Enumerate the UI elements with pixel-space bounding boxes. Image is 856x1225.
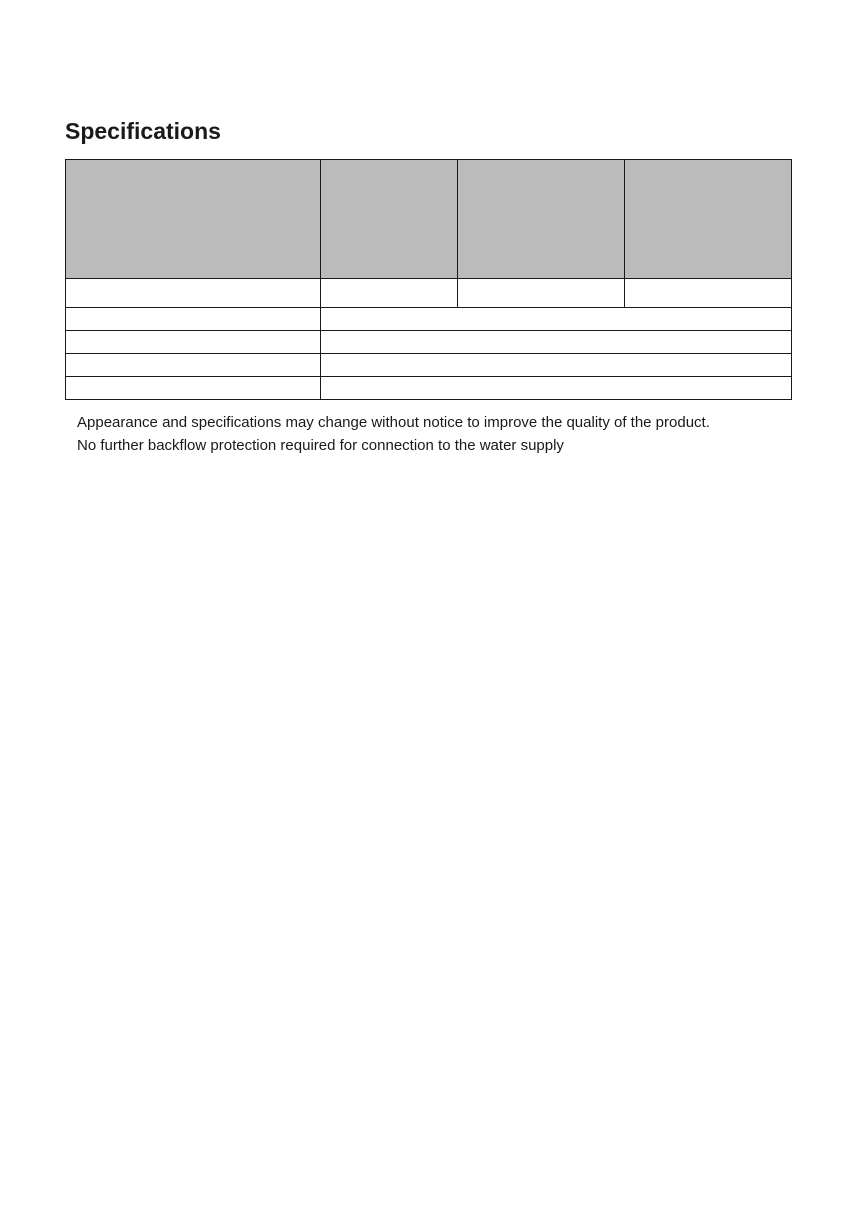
table-row xyxy=(66,308,792,331)
table-header-row xyxy=(66,160,792,279)
header-cell xyxy=(458,160,625,279)
header-cell xyxy=(66,160,321,279)
row-label-cell xyxy=(66,354,321,377)
page-title: Specifications xyxy=(65,118,221,144)
row-value-cell xyxy=(321,354,792,377)
specifications-table xyxy=(65,159,792,400)
row-label-cell xyxy=(66,377,321,400)
table-row xyxy=(66,279,792,308)
note-line: Appearance and specifications may change without notice to improve the quality of the product. xyxy=(77,414,710,431)
table-cell xyxy=(458,279,625,308)
row-value-cell xyxy=(321,331,792,354)
table-row xyxy=(66,377,792,400)
notes xyxy=(77,411,710,457)
header-cell xyxy=(321,160,458,279)
header-cell xyxy=(625,160,792,279)
row-label-cell xyxy=(66,331,321,354)
table-cell xyxy=(625,279,792,308)
table-row xyxy=(66,354,792,377)
note-line: No further backflow protection required for connection to the water supply xyxy=(77,437,564,454)
table-row xyxy=(66,331,792,354)
table-cell xyxy=(321,279,458,308)
row-value-cell xyxy=(321,308,792,331)
table-cell xyxy=(66,279,321,308)
row-label-cell xyxy=(66,308,321,331)
row-value-cell xyxy=(321,377,792,400)
